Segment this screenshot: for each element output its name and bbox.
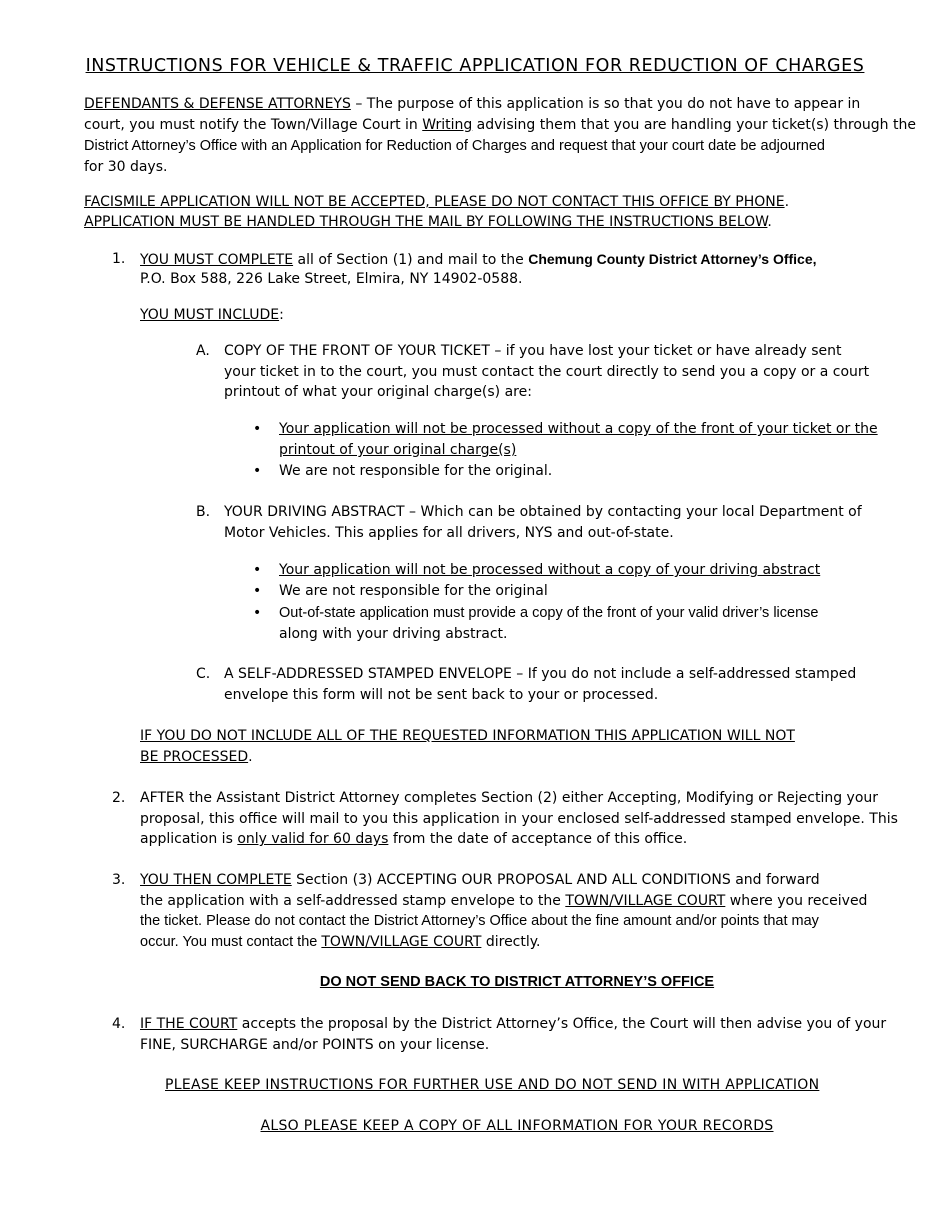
warning-line-2 bbox=[84, 212, 772, 232]
valid-period: only valid for 60 days bbox=[237, 831, 389, 847]
item-a-letter: A. bbox=[196, 343, 210, 359]
item-3-line-4 bbox=[140, 932, 541, 952]
item-2-line-3 bbox=[140, 829, 687, 849]
intro-text: – The purpose of this application is so that you do not have to appear in bbox=[350, 96, 861, 112]
item-1-number: 1. bbox=[112, 251, 126, 267]
item-4-text: accepts the proposal by the District Attorney’s Office, the Court will then advise you of your bbox=[237, 1016, 887, 1032]
item-3-text: occur. You must contact the bbox=[140, 934, 322, 950]
item-a-bullet-2: We are not responsible for the original. bbox=[279, 463, 553, 479]
item-b-bullet-1: Your application will not be processed without a copy of your driving abstract bbox=[279, 562, 821, 578]
town-village-court: TOWN/VILLAGE COURT bbox=[565, 893, 726, 909]
item-3-text: Section (3) ACCEPTING OUR PROPOSAL AND ALL CONDITIONS and forward bbox=[291, 872, 820, 888]
item-2-line-1: AFTER the Assistant District Attorney completes Section (2) either Accepting, Modifying or Rejecting your bbox=[140, 790, 879, 806]
item-2-text: from the date of acceptance of this office. bbox=[388, 831, 688, 847]
item-b-line-2: Motor Vehicles. This applies for all drivers, NYS and out-of-state. bbox=[224, 525, 674, 541]
item-4-lead: IF THE COURT bbox=[140, 1016, 238, 1032]
intro-line-3: District Attorney’s Office with an Application for Reduction of Charges and request that your court date be adjourned bbox=[84, 138, 826, 154]
include-label-line bbox=[140, 305, 284, 325]
item-3-line-2 bbox=[140, 891, 867, 911]
item-4-number: 4. bbox=[112, 1016, 126, 1032]
item-3-line-3: the ticket. Please do not contact the District Attorney’s Office about the fine amount and/or points that may bbox=[140, 913, 819, 929]
item-b-bullet-3-line-2: along with your driving abstract. bbox=[279, 626, 508, 642]
warning-text: . bbox=[784, 194, 790, 210]
item-a-bullet-1-line-2: printout of your original charge(s) bbox=[279, 442, 517, 458]
include-label: YOU MUST INCLUDE bbox=[140, 307, 280, 323]
document-title: INSTRUCTIONS FOR VEHICLE & TRAFFIC APPLICATION FOR REDUCTION OF CHARGES bbox=[85, 56, 865, 76]
item-1-lead: YOU MUST COMPLETE bbox=[140, 252, 294, 268]
item-b-letter: B. bbox=[196, 504, 211, 520]
item-1-text: all of Section (1) and mail to the bbox=[293, 252, 529, 268]
bullet: • bbox=[253, 463, 262, 479]
item-3-text: where you received bbox=[725, 893, 868, 909]
item-a-line-1: COPY OF THE FRONT OF YOUR TICKET – if you have lost your ticket or have already sent bbox=[224, 343, 842, 359]
item-1-address: P.O. Box 588, 226 Lake Street, Elmira, NY 14902-0588. bbox=[140, 271, 523, 287]
notice-line-2 bbox=[140, 747, 253, 767]
intro-line-1 bbox=[84, 94, 860, 114]
warning-text: APPLICATION MUST BE HANDLED THROUGH THE MAIL BY FOLLOWING THE INSTRUCTIONS BELOW bbox=[84, 214, 768, 230]
do-not-send-notice: DO NOT SEND BACK TO DISTRICT ATTORNEY’S OFFICE bbox=[319, 974, 715, 990]
item-b-line-1: YOUR DRIVING ABSTRACT – Which can be obtained by contacting your local Department of bbox=[224, 504, 862, 520]
item-a-bullet-1-line-1: Your application will not be processed without a copy of the front of your ticket or the bbox=[279, 421, 878, 437]
item-2-text: application is bbox=[140, 831, 238, 847]
item-3-text: directly. bbox=[481, 934, 541, 950]
notice-text: . bbox=[248, 749, 253, 765]
town-village-court: TOWN/VILLAGE COURT bbox=[321, 934, 482, 950]
item-c-line-2: envelope this form will not be sent back to your or processed. bbox=[224, 687, 659, 703]
writing-underlined: Writing bbox=[422, 117, 473, 133]
item-3-line-1 bbox=[140, 870, 820, 890]
intro-line-4: for 30 days. bbox=[84, 159, 168, 175]
item-4-line-1 bbox=[140, 1014, 886, 1034]
item-a-line-3: printout of what your original charge(s) are: bbox=[224, 384, 532, 400]
da-office-name: Chemung County District Attorney’s Office, bbox=[528, 251, 817, 267]
intro-text: court, you must notify the Town/Village Court in bbox=[84, 117, 423, 133]
item-c-letter: C. bbox=[196, 666, 211, 682]
warning-text: . bbox=[767, 214, 772, 230]
intro-text: advising them that you are handling your ticket(s) through the bbox=[472, 117, 916, 133]
notice-line-1: IF YOU DO NOT INCLUDE ALL OF THE REQUESTED INFORMATION THIS APPLICATION WILL NOT bbox=[140, 728, 795, 744]
include-colon: : bbox=[279, 307, 284, 323]
item-3-text: the application with a self-addressed stamp envelope to the bbox=[140, 893, 566, 909]
footer-line-1: PLEASE KEEP INSTRUCTIONS FOR FURTHER USE AND DO NOT SEND IN WITH APPLICATION bbox=[165, 1077, 820, 1093]
intro-line-2 bbox=[84, 115, 916, 135]
notice-text: BE PROCESSED bbox=[140, 749, 249, 765]
item-b-bullet-3-line-1: Out-of-state application must provide a copy of the front of your valid driver’s license bbox=[279, 605, 819, 621]
item-c-line-1: A SELF-ADDRESSED STAMPED ENVELOPE – If you do not include a self-addressed stamped bbox=[224, 666, 857, 682]
item-4-line-2: FINE, SURCHARGE and/or POINTS on your license. bbox=[140, 1037, 490, 1053]
warning-line-1 bbox=[84, 192, 789, 212]
item-2-line-2: proposal, this office will mail to you this application in your enclosed self-addressed stamped envelope. This bbox=[140, 811, 898, 827]
item-a-line-2: your ticket in to the court, you must contact the court directly to send you a copy or a court bbox=[224, 364, 870, 380]
item-1-line-1 bbox=[140, 249, 817, 270]
bullet: • bbox=[253, 562, 262, 578]
intro-heading: DEFENDANTS & DEFENSE ATTORNEYS bbox=[84, 96, 351, 112]
item-3-number: 3. bbox=[112, 872, 126, 888]
item-3-lead: YOU THEN COMPLETE bbox=[140, 872, 292, 888]
item-b-bullet-2: We are not responsible for the original bbox=[279, 583, 548, 599]
bullet: • bbox=[253, 583, 262, 599]
bullet: • bbox=[253, 605, 262, 621]
bullet: • bbox=[253, 421, 262, 437]
item-2-number: 2. bbox=[112, 790, 126, 806]
warning-text: FACISMILE APPLICATION WILL NOT BE ACCEPTED, PLEASE DO NOT CONTACT THIS OFFICE BY PHONE bbox=[84, 194, 785, 210]
footer-line-2: ALSO PLEASE KEEP A COPY OF ALL INFORMATION FOR YOUR RECORDS bbox=[260, 1118, 774, 1134]
